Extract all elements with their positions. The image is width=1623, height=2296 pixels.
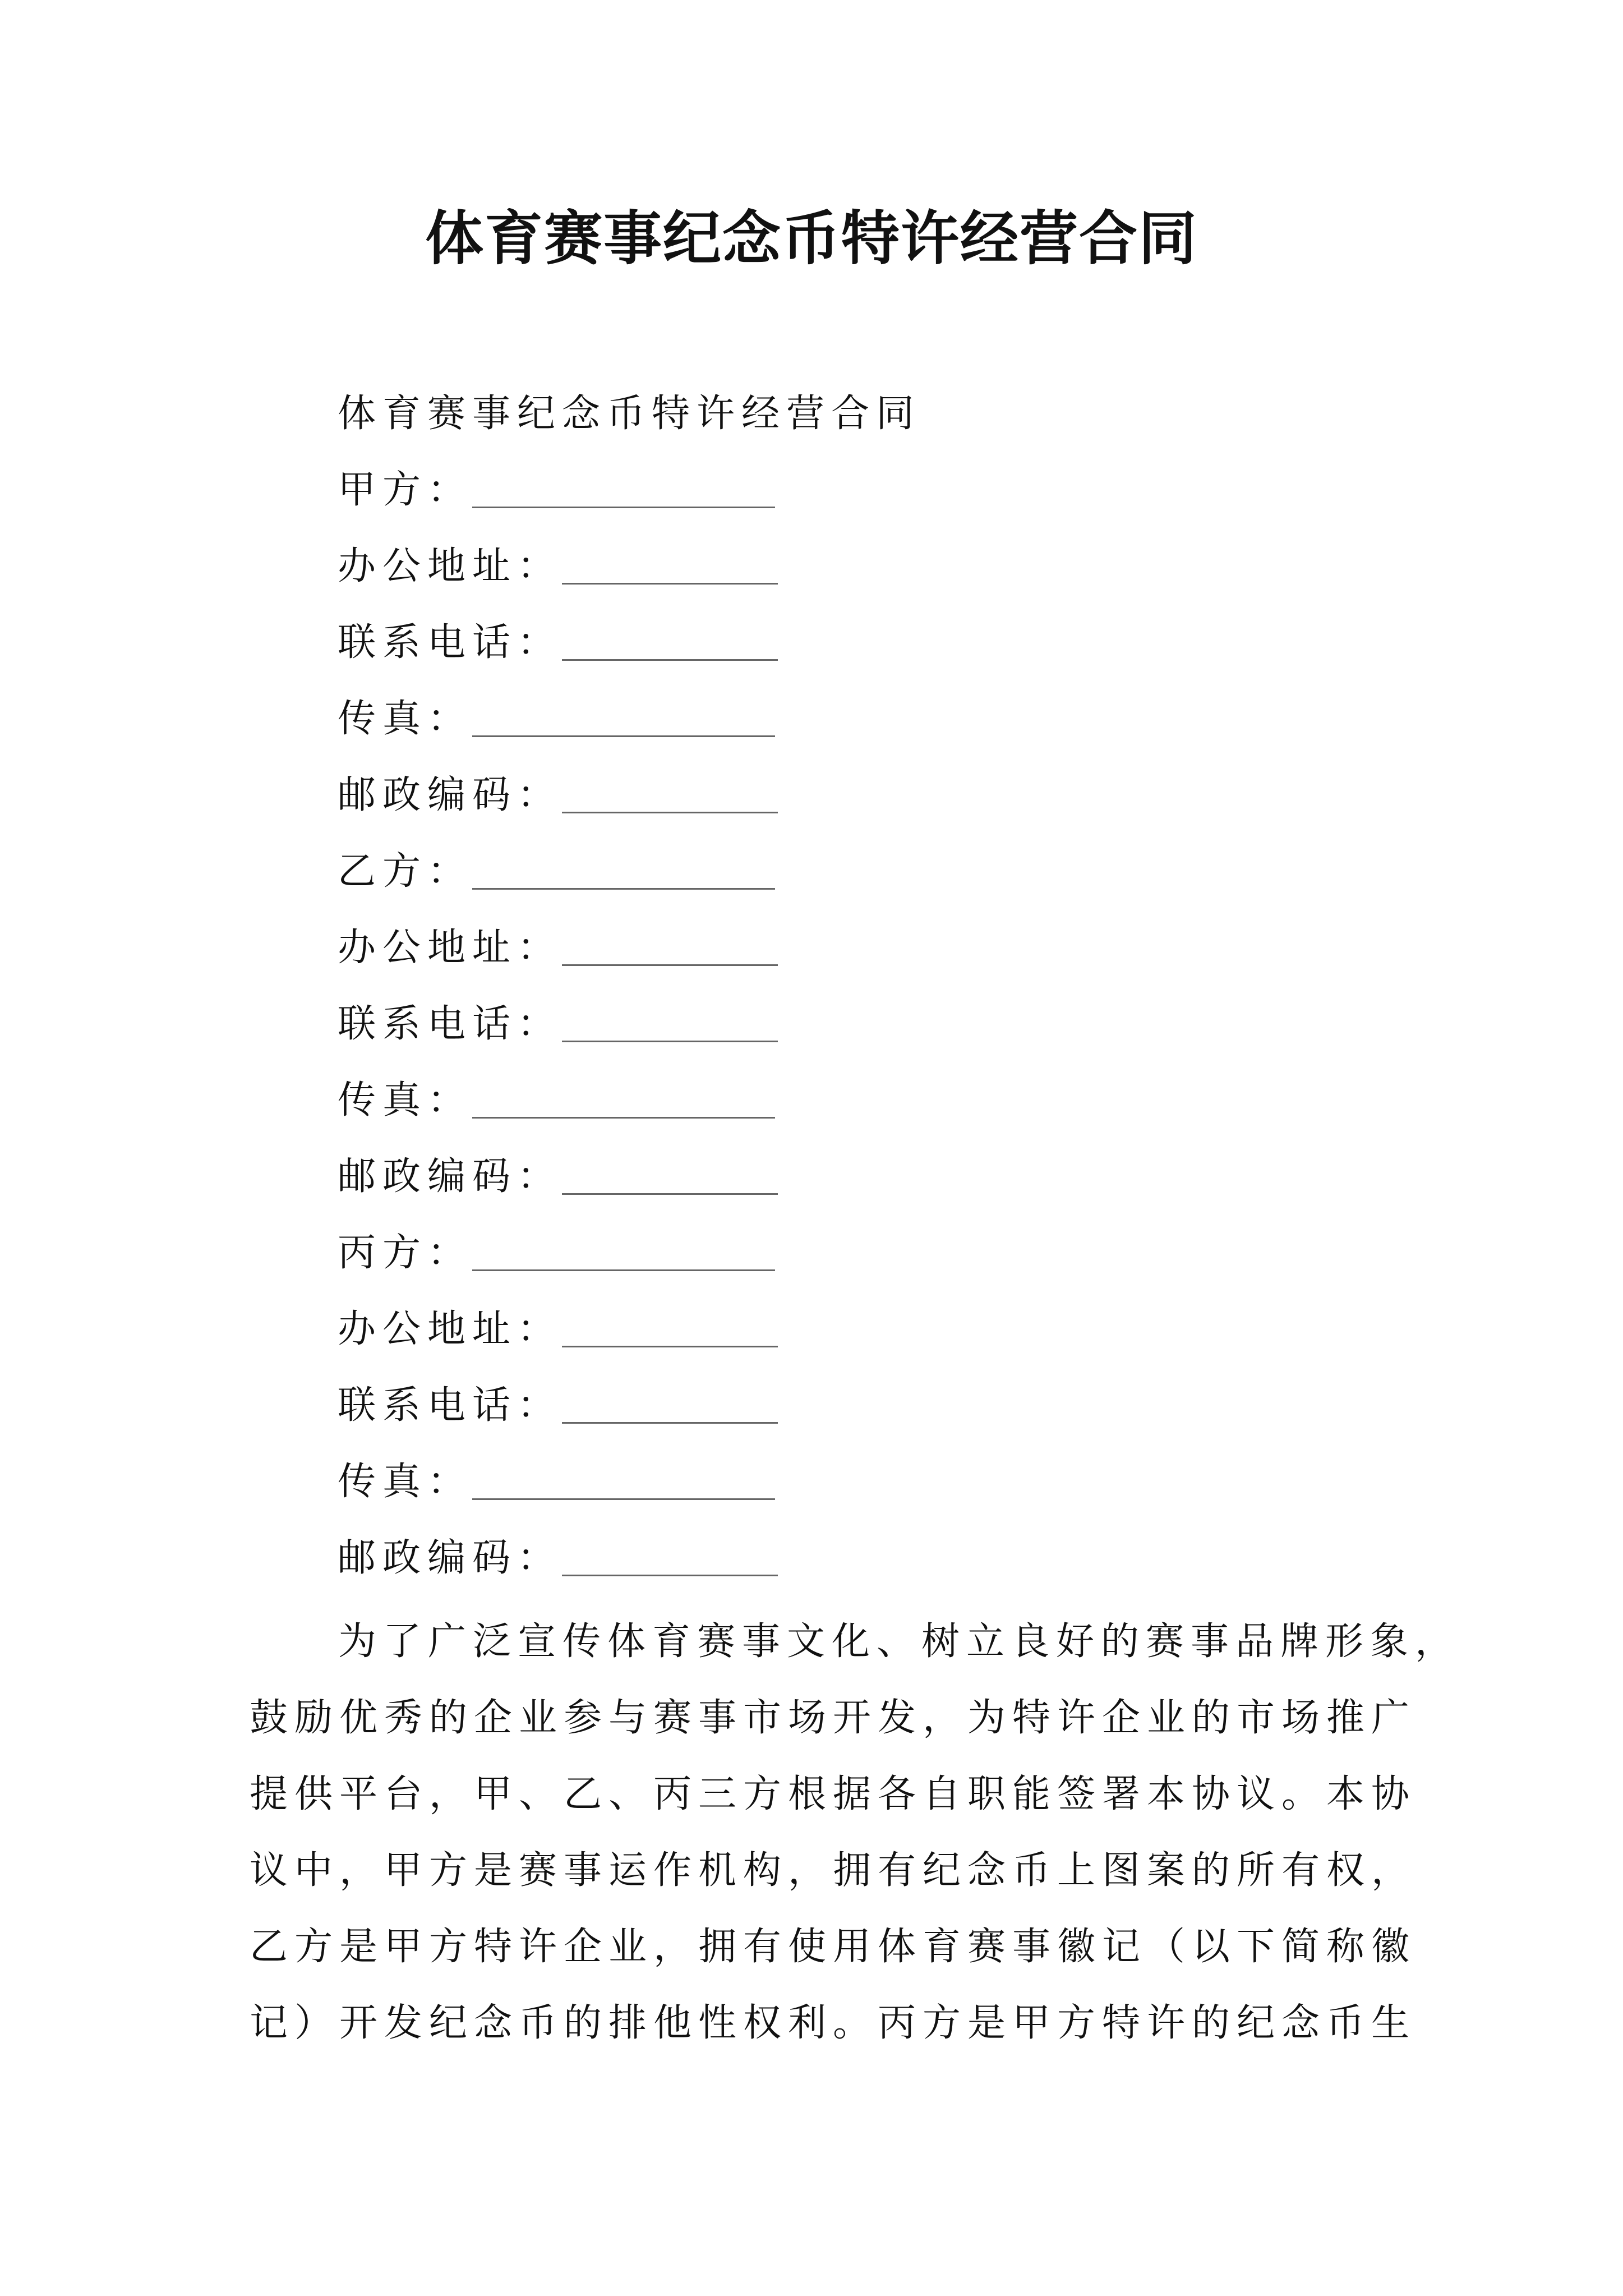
field-label: 办公地址： xyxy=(338,544,562,588)
party-c-address-field xyxy=(338,1291,921,1368)
fill-in-blank xyxy=(562,757,778,813)
party-b-field xyxy=(338,834,921,910)
body-line: 议中，甲方是赛事运作机构，拥有纪念币上图案的所有权， xyxy=(250,1848,1417,1893)
party-a-phone-field xyxy=(338,605,921,681)
party-a-address-field xyxy=(338,528,921,605)
body-line: 提供平台，甲、乙、丙三方根据各自职能签署本协议。本协 xyxy=(250,1772,1417,1816)
fill-in-blank xyxy=(472,452,775,508)
party-b-fax-field xyxy=(338,1062,921,1139)
field-label: 乙方： xyxy=(338,849,473,894)
fill-in-blank xyxy=(562,528,778,585)
field-label: 丙方： xyxy=(338,1231,473,1275)
body-line: 鼓励优秀的企业参与赛事市场开发，为特许企业的市场推广 xyxy=(250,1696,1417,1740)
party-c-field xyxy=(338,1215,921,1291)
fill-in-blank xyxy=(472,1062,775,1119)
field-label: 邮政编码： xyxy=(338,773,562,817)
fill-in-blank xyxy=(562,1520,778,1576)
party-b-phone-field xyxy=(338,986,921,1062)
fill-in-blank xyxy=(562,1139,778,1195)
subtitle-text: 体育赛事纪念币特许经营合同 xyxy=(338,392,921,436)
fill-in-blank xyxy=(562,1291,778,1347)
field-label: 联系电话： xyxy=(338,620,562,665)
fill-in-blank xyxy=(472,1444,775,1500)
field-label: 邮政编码： xyxy=(338,1154,562,1199)
party-a-fax-field xyxy=(338,681,921,757)
contract-body-paragraph xyxy=(250,1604,1460,2062)
party-a-postcode-field xyxy=(338,757,921,834)
body-line: 记）开发纪念币的排他性权利。丙方是甲方特许的纪念币生 xyxy=(250,2001,1417,2045)
fill-in-blank xyxy=(472,834,775,890)
fill-in-blank xyxy=(562,910,778,966)
party-a-field xyxy=(338,452,921,528)
party-b-address-field xyxy=(338,910,921,986)
fill-in-blank xyxy=(472,681,775,737)
contract-subtitle xyxy=(338,376,921,452)
field-label: 联系电话： xyxy=(338,1002,562,1046)
body-line: 为了广泛宣传体育赛事文化、树立良好的赛事品牌形象， xyxy=(338,1619,1460,1664)
field-label: 传真： xyxy=(338,697,473,741)
field-label: 传真： xyxy=(338,1460,473,1504)
field-label: 联系电话： xyxy=(338,1383,562,1428)
fill-in-blank xyxy=(562,605,778,661)
fill-in-blank xyxy=(562,1368,778,1424)
party-c-fax-field xyxy=(338,1444,921,1520)
fill-in-blank xyxy=(562,986,778,1042)
field-label: 传真： xyxy=(338,1078,473,1122)
party-info-fields xyxy=(338,376,921,1596)
party-c-postcode-field xyxy=(338,1520,921,1596)
party-b-postcode-field xyxy=(338,1139,921,1215)
field-label: 甲方： xyxy=(338,468,473,512)
field-label: 邮政编码： xyxy=(338,1536,562,1580)
document-title: 体育赛事纪念币特许经营合同 xyxy=(425,204,1198,273)
field-label: 办公地址： xyxy=(338,1307,562,1351)
field-label: 办公地址： xyxy=(338,926,562,970)
fill-in-blank xyxy=(472,1215,775,1271)
body-line: 乙方是甲方特许企业，拥有使用体育赛事徽记（以下简称徽 xyxy=(250,1925,1417,1969)
party-c-phone-field xyxy=(338,1368,921,1444)
